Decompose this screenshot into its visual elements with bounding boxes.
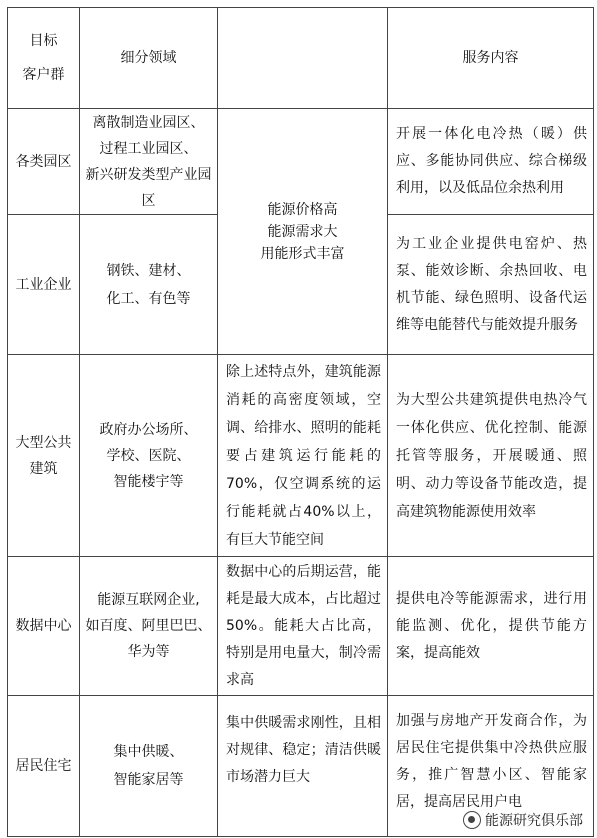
row-target: [8, 355, 80, 557]
row-service: 为工业企业提供电窑炉、热泵、能效诊断、余热回收、电机节能、绿色照明、设备代运维等电能替代与能效提升服务: [388, 215, 594, 355]
row-target: [8, 696, 80, 837]
segment-line: 离散制造业园区、: [92, 114, 205, 131]
header-target: [8, 8, 80, 109]
shared-feature-line: 用能形式丰富: [260, 245, 345, 262]
row-feature: 除上述特点外，建筑能源消耗的高密度领域，空调、给排水、照明的能耗要占建筑运行能耗的70%，仅空调系统的运行能耗就占40%以上，有巨大节能空间: [218, 355, 388, 557]
header-row: [8, 8, 594, 109]
segment-line: 政府办公场所、: [99, 421, 198, 438]
row-segment: [80, 109, 218, 215]
segment-line: 钢铁、建材、: [106, 262, 191, 279]
segment-line: 集中供暖、: [113, 744, 184, 760]
watermark-text: 能源研究俱乐部: [485, 813, 583, 829]
table-row: [8, 355, 594, 557]
row-target: [8, 109, 80, 215]
row-segment: [80, 696, 218, 837]
row-feature: 集中供暖需求刚性，且相对规律、稳定；清洁供暖市场潜力巨大: [218, 696, 388, 837]
segment-line: 智能楼宇等: [113, 473, 184, 490]
shared-feature-cell: [218, 109, 388, 355]
header-target-line1: 目标: [29, 33, 58, 49]
row-target: [8, 215, 80, 355]
header-service: 服务内容: [388, 8, 594, 109]
row-segment: [80, 355, 218, 557]
row-target-line: 工业企业: [15, 276, 72, 293]
row-service: 为大型公共建筑提供电热冷气一体化供应、优化控制、能源托管等服务，开展暖通、照明、动力等设备节能改造，提高建筑物能源使用效率: [388, 355, 594, 557]
row-segment: [80, 215, 218, 355]
header-feature: [218, 8, 388, 109]
row-target: [8, 557, 80, 696]
segment-line: 华为等: [127, 644, 170, 660]
segment-line: 化工、有色等: [106, 290, 191, 307]
segment-line: 学校、医院、: [106, 447, 191, 464]
segment-line: 如百度、阿里巴巴、: [85, 618, 212, 634]
table-row: [8, 109, 594, 215]
segment-line: 智能家居等: [113, 772, 184, 788]
row-target-line: 各类园区: [15, 153, 72, 170]
table-row: [8, 557, 594, 696]
header-target-line2: 客户群: [22, 67, 65, 83]
shared-feature-line: 能源价格高: [267, 201, 338, 218]
shared-feature-line: 能源需求大: [267, 223, 338, 240]
watermark: [463, 810, 583, 830]
row-service: 提供电冷等能源需求，进行用能监测、优化，提供节能方案，提高能效: [388, 557, 594, 696]
service-table: [7, 7, 594, 837]
row-segment: [80, 557, 218, 696]
row-target-line: 居民住宅: [15, 758, 72, 774]
segment-line: 新兴研发类型产业园区: [85, 166, 212, 209]
row-target-line: 大型公共: [15, 434, 72, 451]
header-segment: 细分领域: [80, 8, 218, 109]
row-feature: 数据中心的后期运营，能耗是最大成本，占比超过50%。能耗大占比高，特别是用电量大，制冷需求高: [218, 557, 388, 696]
row-service: 开展一体化电冷热（暖）供应、多能协同供应、综合梯级利用，以及低品位余热利用: [388, 109, 594, 215]
segment-line: 能源互联网企业,: [97, 592, 200, 608]
row-target-line: 数据中心: [15, 618, 72, 634]
row-target-line: 建筑: [29, 460, 58, 477]
row-service: 加强与房地产开发商合作，为居民住宅提供集中冷热供应服务，推广智慧小区、智能家居，提高居民用户电: [388, 696, 594, 837]
segment-line: 过程工业园区、: [99, 140, 198, 157]
wechat-account-icon: [463, 811, 481, 829]
